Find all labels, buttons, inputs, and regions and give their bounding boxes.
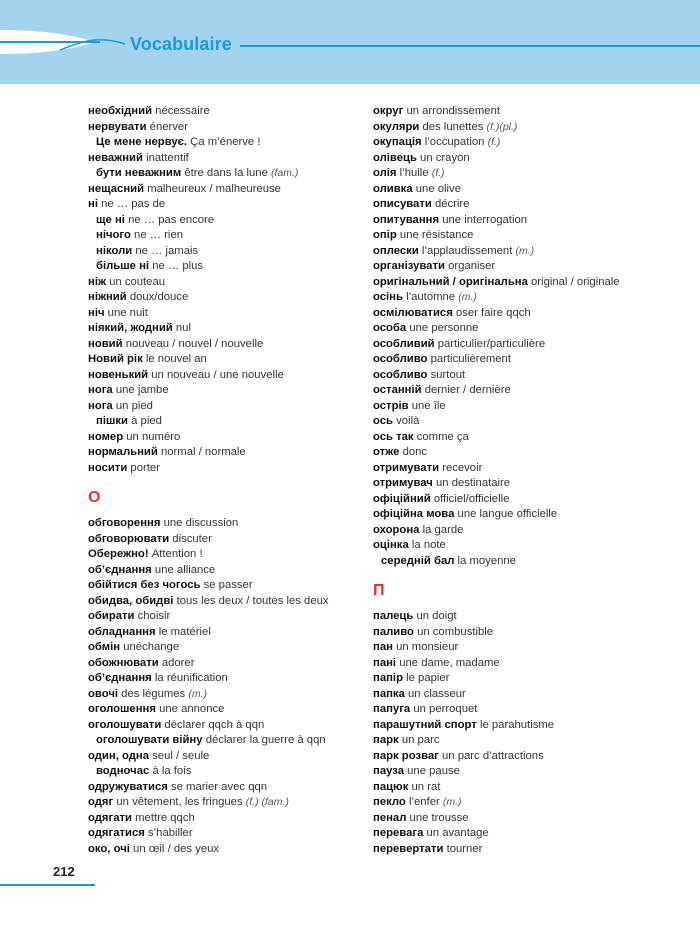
entry-word: ніякий, жодний [88,322,173,334]
entry-translation: se marier avec qqn [170,780,268,793]
entry-word: нещасний [88,182,145,195]
entry-translation: énerver [149,120,188,133]
vocabulary-entry [88,749,358,765]
entry-word: парк [373,734,399,746]
vocabulary-entry [88,578,358,594]
vocabulary-entry [88,399,358,415]
vocabulary-entry [88,780,358,796]
entries-letter-n [88,104,358,476]
entry-word: опір [373,229,397,241]
entry-translation: un rat [411,780,441,793]
vocabulary-entry [373,492,683,508]
vocabulary-entry [88,764,358,780]
entry-word: середній бал [381,554,455,567]
entry-word: обговорення [88,517,161,529]
entry-translation: un nouveau / une nouvelle [151,368,284,381]
page-title: Vocabulaire [130,34,232,54]
vocabulary-entry [88,702,358,718]
entry-translation: porter [130,461,160,474]
entry-translation: une résistance [399,229,474,241]
entry-word: обладнання [88,625,156,638]
entry-word: одягатися [88,827,145,839]
footer-rule [0,884,95,886]
entry-translation: l’enfer [408,796,440,808]
entry-translation: une discussion [163,517,239,529]
entry-word: ніколи [96,244,133,257]
entry-word: оголошення [88,703,156,715]
entry-translation: un combustible [417,625,494,638]
vocabulary-entry [373,780,683,796]
entry-translation: nouveau / nouvel / nouvelle [125,337,264,350]
vocabulary-entry [373,640,683,656]
entry-word: олівець [373,151,417,164]
entry-translation: décrire [434,198,470,210]
entry-word: нервувати [88,120,147,133]
vocabulary-entry [373,507,683,523]
entry-word: офіційний [373,492,431,505]
vocabulary-entry [373,244,683,260]
vocabulary-entry [373,733,683,749]
entry-translation: le parahutisme [479,718,555,731]
entries-letter-o [88,516,358,857]
vocabulary-entry [373,197,683,213]
entry-word: особа [373,322,407,334]
entry-word: оголошувати [88,718,162,731]
entry-translation: particulièrement [430,353,511,365]
vocabulary-entry [373,795,683,811]
vocabulary-entry [88,461,358,477]
entry-translation: ne … rien [134,229,184,241]
entry-translation: organiser [448,260,496,272]
vocabulary-entry [88,120,358,136]
entry-translation: une annonce [159,703,225,715]
entry-translation: une langue officielle [457,508,558,520]
vocabulary-entry [373,702,683,718]
vocabulary-entry [88,151,358,167]
entry-word: перевага [373,827,424,839]
entry-translation: l’applaudissement [421,244,513,257]
entry-word: опитування [373,213,440,226]
entry-word: описувати [373,198,432,210]
vocabulary-entry [373,764,683,780]
entry-grammar-note: (f.) (fam.) [245,796,289,808]
entry-translation: un crayon [420,151,470,164]
entry-translation: une pause [407,765,460,777]
entry-word: один, одна [88,749,149,762]
entry-word: неважний [88,151,143,164]
entry-translation: une alliance [154,563,216,576]
vocabulary-entry [88,321,358,337]
vocabulary-entry [373,151,683,167]
entry-word: пауза [373,765,404,777]
entry-translation: un perroquet [413,703,478,715]
vocabulary-entry [88,563,358,579]
entry-word: необхідний [88,105,153,117]
entry-word: око, очі [88,842,130,855]
entry-word: оригінальний / оригінальна [373,275,528,288]
entry-word: об’єднання [88,563,152,576]
vocabulary-entry [88,795,358,811]
entry-translation: unéchange [123,641,180,653]
entry-word: одягати [88,811,132,824]
entry-translation: malheureux / malheureuse [147,182,281,195]
entry-translation: oser faire qqch [455,306,531,319]
vocabulary-entry [373,135,683,151]
entry-translation: un parc [401,734,440,746]
vocabulary-entry [373,811,683,827]
entry-translation: un avantage [426,827,489,839]
vocabulary-entry [373,399,683,415]
entry-word: отже [373,446,400,458]
vocabulary-entry [88,182,358,198]
entry-translation: le matériel [158,625,211,638]
vocabulary-entry [88,430,358,446]
vocabulary-entry [373,337,683,353]
entry-translation: un arrondissement [406,105,501,117]
entry-word: обожнювати [88,656,159,669]
entries-letter-p [373,609,683,857]
vocabulary-entry [373,213,683,229]
entry-word: пані [373,656,397,669]
entry-word: паливо [373,625,414,638]
entry-word: останній [373,384,422,396]
entry-word: особливий [373,337,435,350]
entry-word: новий [88,337,123,350]
vocabulary-entry [373,445,683,461]
entry-word: оплески [373,244,419,257]
entry-translation: mettre qqch [135,811,195,824]
vocabulary-column-right [373,104,683,857]
entry-translation: une île [411,399,446,412]
entry-word: особливо [373,353,428,365]
entry-translation: doux/douce [129,291,189,303]
vocabulary-entry [373,461,683,477]
vocabulary-entry [88,197,358,213]
entry-translation: original / originale [531,275,620,288]
vocabulary-entry [88,213,358,229]
vocabulary-entry [373,352,683,368]
vocabulary-entry [373,671,683,687]
vocabulary-entry [373,290,683,306]
entry-word: бути неважним [96,167,182,179]
entry-translation: particulier/particulière [437,337,546,350]
entry-translation: un destinataire [435,477,511,489]
entry-translation: voilà [396,415,420,427]
entry-translation: un couteau [109,275,166,288]
entry-word: ось [373,415,393,427]
vocabulary-entry [373,306,683,322]
entry-word: парашутний спорт [373,718,477,731]
page-number: 212 [53,864,75,879]
entry-translation: dernier / dernière [424,384,511,396]
vocabulary-entry [373,826,683,842]
entry-word: папка [373,687,405,700]
entry-word: Обережно! [88,548,149,560]
entry-word: особливо [373,368,428,381]
entry-translation: la note [411,539,446,551]
entry-word: оголошувати війну [96,734,203,746]
entry-grammar-note: (m.) [442,796,462,808]
vocabulary-entry [88,228,358,244]
vocabulary-entry [373,718,683,734]
entry-translation: déclarer qqch à qqn [164,718,265,731]
entry-translation: à pied [131,415,162,427]
entry-translation: recevoir [442,461,483,474]
entry-translation: ne … jamais [135,244,199,257]
entry-translation: un doigt [416,610,457,622]
vocabulary-entry [373,523,683,539]
entry-word: нічого [96,229,131,241]
vocabulary-entry [373,842,683,858]
entry-translation: Attention ! [151,548,203,560]
entry-translation: choisir [137,610,171,622]
entry-word: овочі [88,687,119,700]
entry-word: водночас [96,765,150,777]
entry-word: парк розваг [373,749,439,762]
entry-word: окуляри [373,120,420,133]
vocabulary-entry [88,337,358,353]
entry-word: папуга [373,703,411,715]
entry-word: Це мене нервує. [96,136,188,148]
vocabulary-entry [88,671,358,687]
vocabulary-entry [88,244,358,260]
entry-translation: une dame, madame [399,656,500,669]
entry-word: округ [373,105,404,117]
entry-word: організувати [373,260,445,272]
entry-word: одяг [88,796,114,808]
entry-word: оцінка [373,539,409,551]
vocabulary-entry [88,609,358,625]
entry-word: оливка [373,182,413,195]
entry-word: острів [373,399,409,412]
entry-word: нога [88,384,113,396]
vocabulary-entry [88,135,358,151]
entry-word: пенал [373,811,407,824]
entry-word: осінь [373,291,403,303]
entry-translation: un parc d’attractions [442,749,544,762]
entry-word: номер [88,430,124,443]
entry-translation: une jambe [115,384,169,396]
entry-translation: s’habiller [148,827,193,839]
entry-translation: déclarer la guerre à qqn [205,734,326,746]
entry-word: охорона [373,523,420,536]
header-swoosh-decoration [0,0,700,84]
entry-word: отримувати [373,461,440,474]
entry-translation: adorer [161,656,195,669]
vocabulary-entry [88,445,358,461]
entry-translation: nécessaire [155,105,210,117]
vocabulary-entry [88,733,358,749]
entry-translation: un monsieur [396,641,459,653]
entry-translation: l’occupation [424,136,485,148]
entry-translation: discuter [172,532,212,545]
entry-translation: tous les deux / toutes les deux [176,594,329,607]
vocabulary-entry [373,259,683,275]
entry-word: ніч [88,306,105,319]
vocabulary-entry [373,656,683,672]
vocabulary-entry [373,166,683,182]
entry-word: пан [373,641,393,653]
vocabulary-entry [88,352,358,368]
entry-translation: donc [402,446,428,458]
entry-word: нормальний [88,446,158,458]
vocabulary-entry [88,594,358,610]
entry-grammar-note: (fam.) [271,167,299,179]
vocabulary-entry [88,656,358,672]
vocabulary-entry [88,290,358,306]
vocabulary-entry [373,538,683,554]
entry-word: обійтися без чогось [88,579,201,591]
page-header [0,0,700,84]
vocabulary-entry [373,625,683,641]
entry-word: Новий рік [88,353,143,365]
vocabulary-entry [373,414,683,430]
vocabulary-entry [88,625,358,641]
entry-translation: nul [175,322,191,334]
entry-grammar-note: (m.) [188,687,208,700]
vocabulary-entry [373,228,683,244]
vocabulary-entry [88,547,358,563]
entry-word: обмін [88,641,121,653]
entry-word: пішки [96,415,128,427]
vocabulary-entry [373,104,683,120]
entries-letter-o-continued [373,104,683,569]
entry-translation: Ça m’énerve ! [190,136,261,148]
vocabulary-entry [88,306,358,322]
entry-word: пекло [373,796,406,808]
entry-translation: inattentif [146,151,189,164]
entry-grammar-note: (f.) [431,167,445,179]
entry-word: нога [88,399,113,412]
entry-translation: officiel/officielle [433,492,510,505]
entry-word: ніж [88,275,106,288]
entry-grammar-note: (m.) [515,244,535,257]
entry-translation: un œil / des yeux [133,842,220,855]
entry-word: олія [373,167,397,179]
vocabulary-entry [373,120,683,136]
entry-word: ніжний [88,291,127,303]
vocabulary-entry [373,554,683,570]
entry-translation: une nuit [107,306,148,319]
entry-word: обирати [88,610,135,622]
entry-word: окупація [373,136,422,148]
vocabulary-entry [88,532,358,548]
entry-translation: une personne [409,322,479,334]
entry-word: перевертати [373,842,444,855]
entry-translation: une olive [415,182,461,195]
entry-translation: ne … pas de [101,198,166,210]
entry-translation: tourner [446,842,483,855]
entry-word: ще ні [96,213,125,226]
vocabulary-column-left [88,104,358,857]
vocabulary-entry [88,516,358,532]
vocabulary-entry [88,414,358,430]
entry-grammar-note: (f.)(pl.) [486,120,518,133]
entry-translation: un vêtement, les fringues [116,796,243,808]
entry-translation: surtout [430,368,466,381]
entry-word: осмілюватися [373,306,453,319]
vocabulary-entry [88,640,358,656]
vocabulary-entry [373,182,683,198]
entry-translation: une interrogation [442,213,528,226]
vocabulary-entry [88,687,358,703]
entry-translation: la moyenne [457,554,516,567]
entry-translation: seul / seule [152,749,210,762]
vocabulary-entry [373,321,683,337]
entry-word: палець [373,610,414,622]
entry-translation: une trousse [409,811,469,824]
entry-translation: la réunification [154,672,228,684]
entry-word: офіційна мова [373,508,455,520]
entry-word: новенький [88,368,149,381]
vocabulary-entry [373,749,683,765]
entry-word: обговорювати [88,532,170,545]
entry-translation: un numéro [126,430,181,443]
entry-word: пацюк [373,780,409,793]
vocabulary-entry [373,476,683,492]
entry-translation: à la fois [152,765,192,777]
entry-word: об’єднання [88,672,152,684]
vocabulary-entry [88,275,358,291]
entry-translation: ne … pas encore [128,213,215,226]
entry-word: більше ні [96,260,150,272]
vocabulary-entry [88,104,358,120]
entry-translation: la garde [422,523,464,536]
entry-translation: le nouvel an [145,353,207,365]
vocabulary-entry [88,826,358,842]
entry-translation: des légumes [121,687,186,700]
entry-translation: être dans la lune [184,167,268,179]
entry-word: папір [373,672,403,684]
vocabulary-entry [88,842,358,858]
entry-translation: normal / normale [160,446,246,458]
vocabulary-entry [88,383,358,399]
entry-translation: le papier [406,672,450,684]
vocabulary-entry [373,687,683,703]
entry-translation: comme ça [416,430,469,443]
entry-word: ні [88,198,98,210]
entry-grammar-note: (m.) [458,291,477,303]
vocabulary-entry [373,609,683,625]
vocabulary-entry [88,368,358,384]
entry-translation: se passer [203,579,253,591]
entry-translation: un pied [115,399,153,412]
vocabulary-entry [88,718,358,734]
vocabulary-entry [373,430,683,446]
entry-word: носити [88,461,128,474]
entry-word: одружуватися [88,780,168,793]
vocabulary-entry [88,811,358,827]
entry-translation: l’huile [399,167,429,179]
vocabulary-entry [88,166,358,182]
entry-word: обидва, обидві [88,594,174,607]
entry-translation: ne … plus [152,260,204,272]
vocabulary-entry [88,259,358,275]
vocabulary-entry [373,383,683,399]
vocabulary-entry [373,275,683,291]
entry-grammar-note: (f.) [487,136,501,148]
entry-translation: des lunettes [422,120,484,133]
section-letter-p: П [373,582,385,599]
entry-translation: l’automne [406,291,456,303]
vocabulary-entry [373,368,683,384]
entry-word: отримувач [373,477,433,489]
section-letter-o: О [88,489,101,506]
entry-word: ось так [373,430,414,443]
entry-translation: un classeur [408,687,466,700]
